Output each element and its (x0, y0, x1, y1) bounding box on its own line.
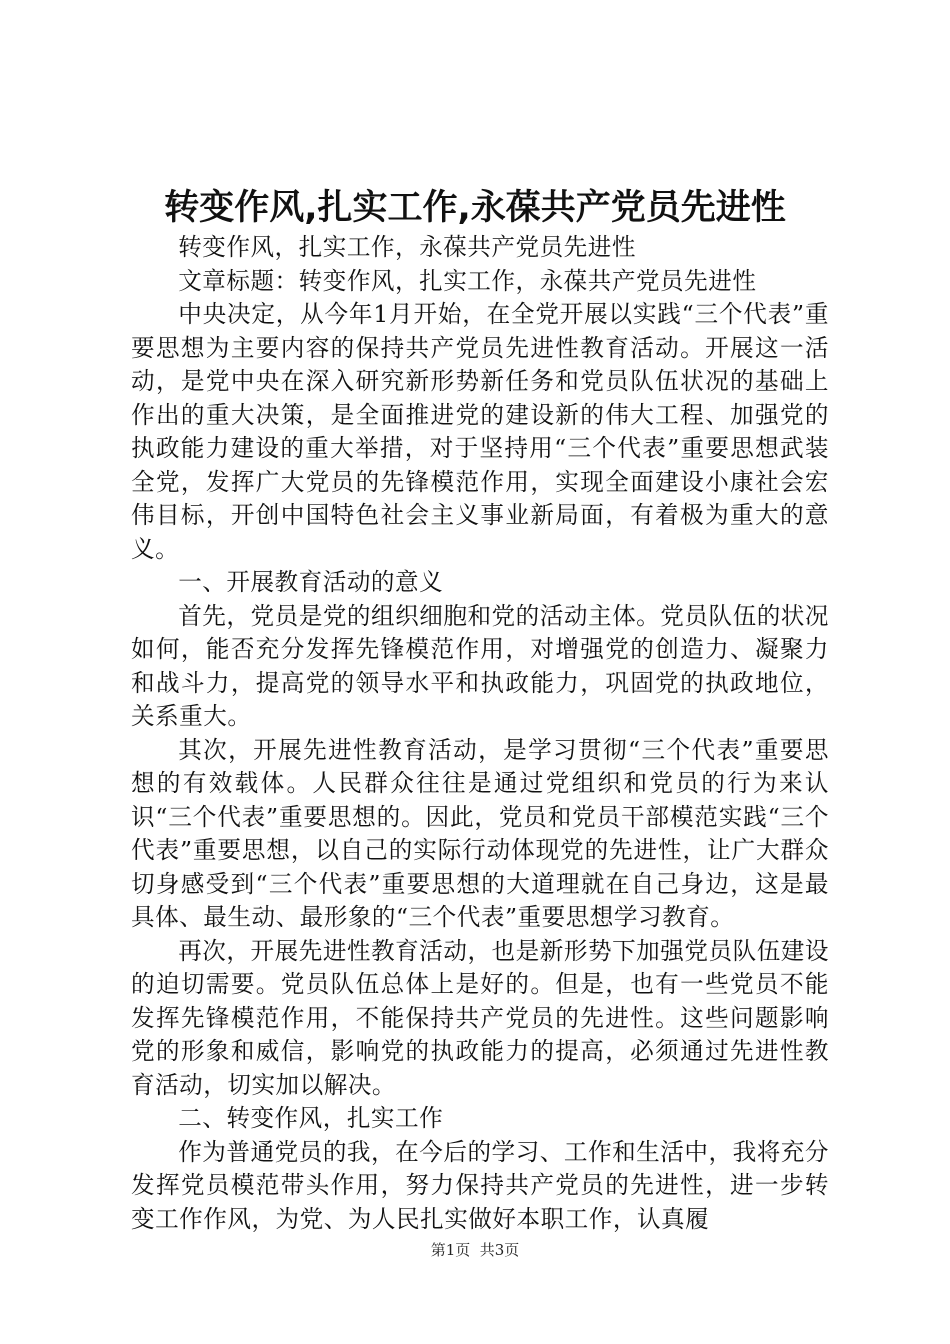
paragraph-third: 再次，开展先进性教育活动，也是新形势下加强党员队伍建设的迫切需要。党员队伍总体上是好的。但是，也有一些党员不能发挥先锋模范作用，不能保持共产党员的先进性。这些问题影响党的形象和威信，影响党的执政能力的提高，必须通过先进性教育活动，切实加以解决。 (131, 936, 829, 1099)
section-heading-2: 二、转变作风，扎实工作 (178, 1104, 444, 1132)
section-heading-1: 一、开展教育活动的意义 (178, 568, 444, 596)
page-number-footer: 第1页 共3页 (430, 1241, 520, 1259)
document-title: 转变作风,扎实工作,永葆共产党员先进性 (164, 188, 786, 228)
paragraph-intro: 中央决定，从今年1月开始，在全党开展以实践“三个代表”重要思想为主要内容的保持共产党员先进性教育活动。开展这一活动，是党中央在深入研究新形势新任务和党员队伍状况的基础上作出的重大决策，是全面推进党的建设新的伟大工程、加强党的执政能力建设的重大举措，对于坚持用“三个代表”重要思想武装全党，发挥广大党员的先锋模范作用，实现全面建设小康社会宏伟目标，开创中国特色社会主义事业新局面，有着极为重大的意义。 (131, 300, 829, 563)
paragraph-second: 其次，开展先进性教育活动，是学习贯彻“三个代表”重要思想的有效载体。人民群众往往是通过党组织和党员的行为来认识“三个代表”重要思想的。因此，党员和党员干部模范实践“三个代表”重要思想，以自己的实际行动体现党的先进性，让广大群众切身感受到“三个代表”重要思想的大道理就在自己身边，这是最具体、最生动、最形象的“三个代表”重要思想学习教育。 (131, 735, 829, 931)
paragraph-first: 首先，党员是党的组织细胞和党的活动主体。党员队伍的状况如何，能否充分发挥先锋模范作用，对增强党的创造力、凝聚力和战斗力，提高党的领导水平和执政能力，巩固党的执政地位，关系重大。 (131, 601, 829, 730)
document-body (131, 231, 829, 1236)
paragraph-commitment: 作为普通党员的我，在今后的学习、工作和生活中，我将充分发挥党员模范带头作用，努力保持共产党员的先进性，进一步转变工作作风，为党、为人民扎实做好本职工作，认真履 (131, 1137, 829, 1233)
paragraph-article-title: 文章标题：转变作风，扎实工作，永葆共产党员先进性 (178, 266, 757, 295)
paragraph-subtitle: 转变作风，扎实工作，永葆共产党员先进性 (178, 233, 636, 261)
